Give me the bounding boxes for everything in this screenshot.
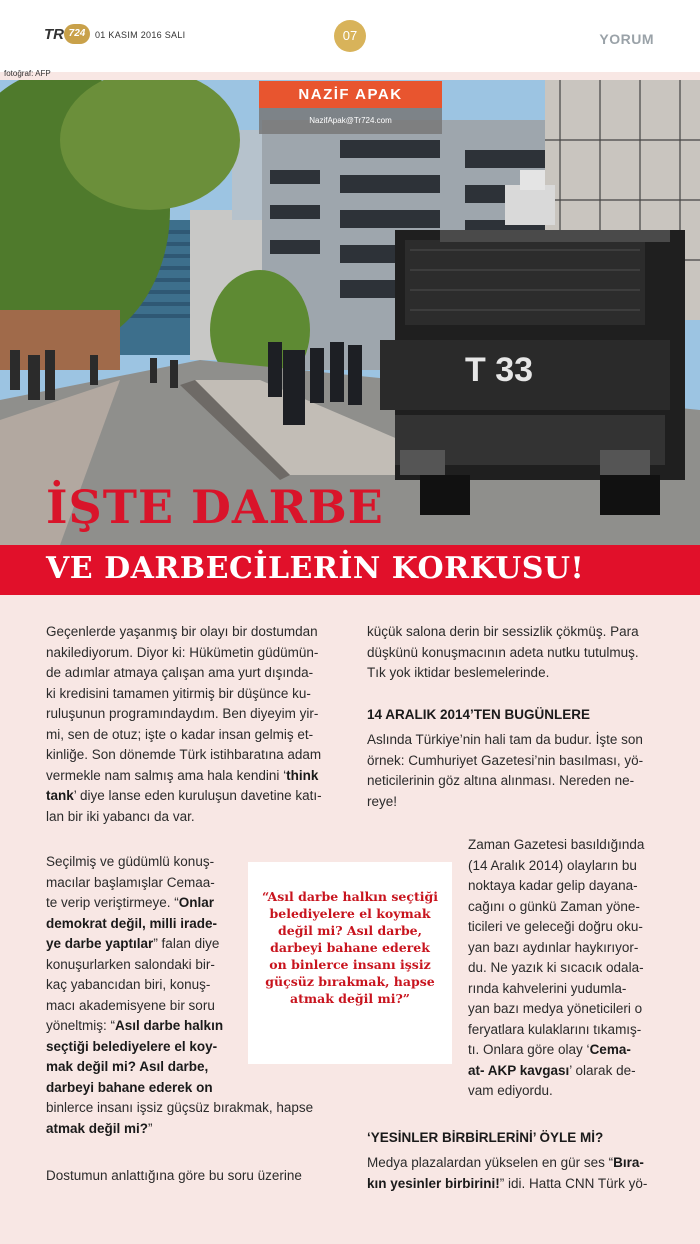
text-line: neticilerinin göz altına alınması. Nereden ne- bbox=[367, 773, 635, 788]
text-line: Zaman Gazetesi basıldığında bbox=[468, 837, 645, 852]
headline-line2: VE DARBECİLERİN KORKUSU! bbox=[46, 551, 585, 586]
text-line: noktaya kadar gelip dayana- bbox=[468, 878, 638, 893]
text-line: Medya plazalardan yükselen en gür ses “Bıra- bbox=[367, 1155, 644, 1170]
logo-724-badge: 724 bbox=[64, 24, 90, 44]
hero-photo bbox=[0, 80, 700, 545]
author-name: NAZİF APAK bbox=[259, 81, 442, 108]
text-line: kaç yabancıdan biri, konuş- bbox=[46, 977, 211, 992]
right-column-p2 bbox=[367, 730, 667, 812]
text-line: kinliğe. Son dönemde Türk istihbaratına adam bbox=[46, 747, 322, 762]
photo-credit: fotoğraf: AFP bbox=[4, 69, 51, 78]
bold-term: tank bbox=[46, 788, 74, 803]
text-line: Aslında Türkiye’nin hali tam da budur. İşte son bbox=[367, 732, 643, 747]
text-line: rında kahvelerini yudumla- bbox=[468, 980, 627, 996]
text-line: örnek: Cumhuriyet Gazetesi’nin basılması, yö- bbox=[367, 752, 644, 768]
text-line: mi, sen de otuz; işte o kadar insan gelmiş et- bbox=[46, 726, 314, 742]
text-line: cağını o günkü Zaman yöne- bbox=[468, 898, 640, 914]
text-line: demokrat değil, milli irade- bbox=[46, 915, 218, 931]
text-line: Tık yok iktidar beslemelerinde. bbox=[367, 665, 550, 680]
text-line: macılar başlamışlar Cemaa- bbox=[46, 874, 215, 890]
text-line: düşkünü konuşmacının adeta nutku tutulmuş. bbox=[367, 644, 639, 660]
left-column-p3 bbox=[46, 1166, 346, 1187]
text-line: yan bazı aydınlar haykırıyor- bbox=[468, 939, 639, 955]
text-line: yöneltmiş: “Asıl darbe halkın bbox=[46, 1018, 224, 1033]
text-line: kın yesinler birbirini!” idi. Hatta CNN Türk yö- bbox=[367, 1175, 648, 1191]
text-line: yan bazı medya yöneticileri o bbox=[468, 1001, 643, 1016]
page-number-badge: 07 bbox=[334, 20, 366, 52]
text-line: ruluşunun programındaydım. Ben diyeyim yir- bbox=[46, 706, 319, 721]
author-box bbox=[259, 81, 442, 134]
text-line: feryatlara kulaklarını tıkamış- bbox=[468, 1021, 642, 1037]
text-line: küçük salona derin bir sessizlik çökmüş. Para bbox=[367, 624, 639, 639]
text-line: ki kredisini tamamen yitirmiş bir düşünce ku- bbox=[46, 685, 311, 701]
text-line: at- AKP kavgası’ olarak de- bbox=[468, 1062, 636, 1078]
text-line: binlerce insanı işsiz güçsüz bırakmak, hapse bbox=[46, 1100, 314, 1115]
text-line: te verip veriştirmeye. “Onlar bbox=[46, 895, 215, 910]
text-line: macı akademisyene bir soru bbox=[46, 997, 215, 1013]
text-line: Seçilmiş ve güdümlü konuş- bbox=[46, 854, 215, 869]
text-line: de adımlar atmaya çalışan ama yurt dışında- bbox=[46, 665, 314, 680]
text-line: tank’ diye lanse eden kuruluşun davetine katı- bbox=[46, 788, 322, 803]
text-line: vam ediyordu. bbox=[468, 1083, 553, 1098]
right-column-p1 bbox=[367, 622, 667, 684]
text-line: darbeyi bahane ederek on bbox=[46, 1079, 213, 1095]
text-line: nakilediyorum. Diyor ki: Hükümetin güdümün- bbox=[46, 644, 319, 660]
right-column-p3 bbox=[468, 835, 668, 1102]
text-line: tı. Onlara göre olay ‘Cema- bbox=[468, 1042, 631, 1057]
vehicle-plate: T 33 bbox=[465, 351, 534, 389]
text-line: Dostumun anlattığına göre bu soru üzerine bbox=[46, 1168, 302, 1183]
text-line: ticileri ve geleceği doğru oku- bbox=[468, 919, 643, 934]
text-line: seçtiği belediyelere el koy- bbox=[46, 1038, 218, 1054]
text-line: vermekle nam salmış ama hala kendini ‘think bbox=[46, 767, 319, 783]
issue-date: 01 KASIM 2016 SALI bbox=[95, 30, 186, 40]
left-column-p1 bbox=[46, 622, 346, 827]
text-line: konuşurlarken salondaki bir- bbox=[46, 956, 215, 972]
text-line: du. Ne yazık ki sıcacık odala- bbox=[468, 960, 644, 975]
section-label: YORUM bbox=[599, 31, 654, 47]
text-line: lan bir iki yabancı da var. bbox=[46, 808, 195, 824]
subheading-14-aralik: 14 ARALIK 2014’TEN BUGÜNLERE bbox=[367, 707, 591, 722]
subheading-yesinler: ‘YESİNLER BİRBİRLERİNİ’ ÖYLE Mİ? bbox=[367, 1130, 604, 1145]
right-column-p4 bbox=[367, 1153, 667, 1194]
text-line: reye! bbox=[367, 793, 398, 809]
text-line: ye darbe yaptılar” falan diye bbox=[46, 936, 220, 951]
headline-line1: İŞTE DARBE bbox=[46, 480, 384, 534]
logo-tr-text: TR bbox=[44, 26, 64, 43]
page-header bbox=[0, 0, 700, 72]
pull-quote: “Asıl darbe halkın seçtiği belediyelere el koymak değil mi? Asıl darbe, darbeyi bahane ederek on binlerce insanı işsiz güçsüz bırakmak, hapse atmak değil mi?” bbox=[248, 862, 452, 1064]
text-line: mak değil mi? Asıl darbe, bbox=[46, 1059, 209, 1074]
bold-term: think bbox=[286, 767, 319, 783]
author-email[interactable]: NazifApak@Tr724.com bbox=[259, 108, 442, 134]
text-line: atmak değil mi?” bbox=[46, 1120, 153, 1136]
text-line: (14 Aralık 2014) olayların bu bbox=[468, 857, 637, 873]
tr724-logo[interactable] bbox=[44, 24, 90, 46]
text-line: Geçenlerde yaşanmış bir olayı bir dostumdan bbox=[46, 624, 318, 639]
